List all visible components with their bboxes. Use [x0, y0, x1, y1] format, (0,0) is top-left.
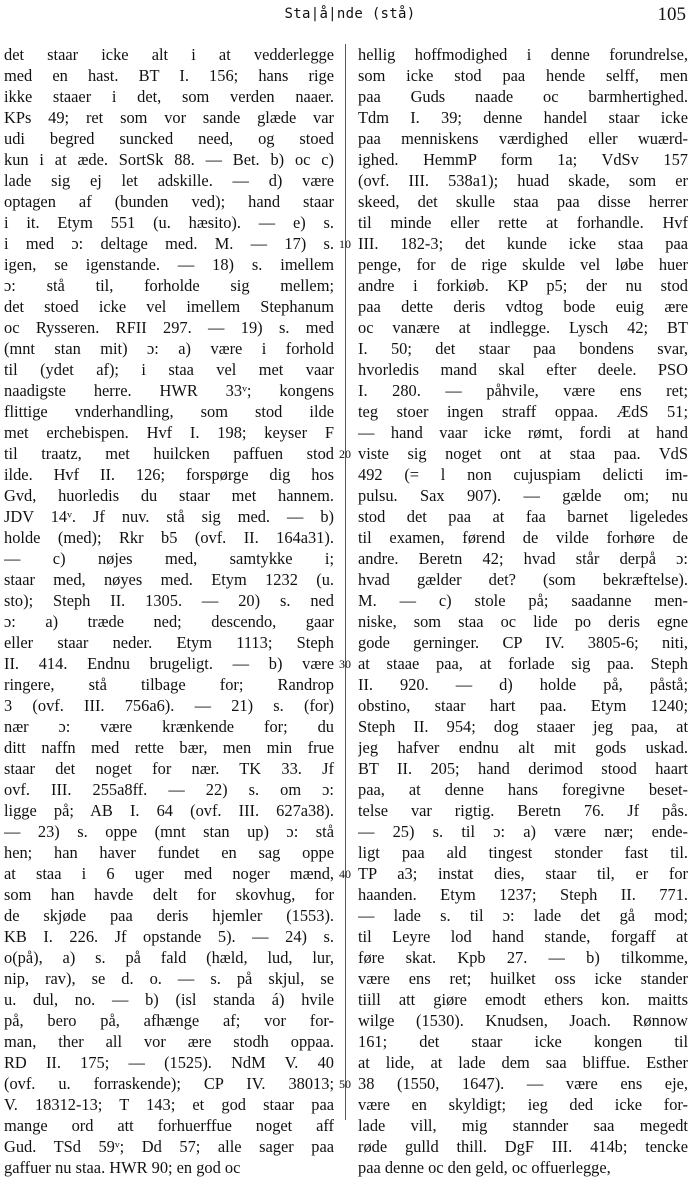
text-line: tiill att giøre emodt ethers kon. maitts [358, 990, 688, 1009]
text-line: penge, for de rige skulde vel løbe huer [358, 255, 688, 274]
text-line: hellig hoffmodighed i denne forundrelse, [358, 45, 688, 64]
text-line: 161; det staar icke kongen til [358, 1032, 688, 1051]
text-line: ighed. HemmP form 1a; VdSv 157 [358, 150, 688, 169]
line-number: 10 [339, 237, 351, 251]
column-divider [345, 44, 346, 1120]
page-header [0, 4, 700, 28]
left-column [4, 44, 334, 1178]
text-line: u. dul, no. — b) (isl standa á) hvile [4, 990, 334, 1009]
line-number: 40 [339, 867, 351, 881]
text-line: 3 (ovf. III. 756a6). — 21) s. (for) [4, 696, 334, 715]
text-line: teg stoer ingen straff oppaa. ÆdS 51; [358, 402, 688, 421]
text-line: obstino, staar hart paa. Etym 1240; [358, 696, 688, 715]
text-line: KB I. 226. Jf opstande 5). — 24) s. [4, 927, 334, 946]
text-line: Steph II. 954; dog staaer jeg paa, at [358, 717, 688, 736]
text-line: ringere, stå tilbage for; Randrop [4, 675, 334, 694]
text-line: — c) nøjes med, samtykke i; [4, 549, 334, 568]
text-line: BT II. 205; hand derimod stood haart [358, 759, 688, 778]
text-line: være ens ret; huilket oss icke stander [358, 969, 688, 988]
text-line: oc Rysseren. RFII 297. — 19) s. med [4, 318, 334, 337]
text-line: RD II. 175; — (1525). NdM V. 40 [4, 1053, 334, 1072]
text-line: ikke staaer i det, som verden naaer. [4, 87, 334, 106]
text-line: KPs 49; ret som vor sande glæde var [4, 108, 334, 127]
text-line: holde (med); Rkr b5 (ovf. II. 164a31). [4, 528, 334, 547]
line-number: 50 [339, 1077, 351, 1091]
text-line: jeg hafver endnu alt mit gods uskad. [358, 738, 688, 757]
text-line: o(på), a) s. på fald (hæld, lud, lur, [4, 948, 334, 967]
text-line: paa Guds naade oc barmhertighed. [358, 87, 688, 106]
text-line: Gud. TSd 59ᵛ; Dd 57; alle sager paa [4, 1137, 334, 1156]
text-line: niske, som staa oc lide po deris egne [358, 612, 688, 631]
text-line: (ovf. III. 538a1); huad skade, som er [358, 171, 688, 190]
text-line: paa denne oc den geld, oc offuerlegge, [358, 1158, 611, 1177]
text-line: hvorledis mand skal efter deele. PSO [358, 360, 688, 379]
text-line: med en hast. BT I. 156; hans rige [4, 66, 334, 85]
text-line: wilge (1530). Knudsen, Joach. Rønnow [358, 1011, 688, 1030]
text-line: — lade s. til ɔ: lade det gå mod; [358, 906, 688, 925]
text-line: det stoed icke vel imellem Stephanum [4, 297, 334, 316]
text-line: viste sig noget ont at staa paa. VdS [358, 444, 688, 463]
text-line: lade sig ej let adskille. — d) være [4, 171, 334, 190]
text-line: til (ydet af); i staa vel met vaar [4, 360, 334, 379]
text-line: ditt naffn med rette bær, men min frue [4, 738, 334, 757]
text-line: gode gerninger. CP IV. 3805-6; niti, [358, 633, 688, 652]
text-line: sto); Steph II. 1305. — 20) s. ned [4, 591, 334, 610]
right-column [358, 44, 688, 1178]
text-line: paa menniskens værdighed eller wuærd- [358, 129, 688, 148]
text-line: hvad gælder det? (som bekræftelse). [358, 570, 688, 589]
text-line: (ovf. u. forraskende); CP IV. 38013; [4, 1074, 334, 1093]
text-line: — 23) s. oppe (mnt stan up) ɔ: stå [4, 822, 334, 841]
line-number: 30 [339, 657, 351, 671]
text-line: V. 18312-13; T 143; et god staar paa [4, 1095, 334, 1114]
line-number: 20 [339, 447, 351, 461]
text-line: pulsu. Sax 907). — gælde om; nu [358, 486, 688, 505]
text-line: Tdm I. 39; denne handel staar icke [358, 108, 688, 127]
text-line: flittige vnderhandling, som stod ilde [4, 402, 334, 421]
text-line: stod det paa at faa barnet ligeledes [358, 507, 688, 526]
text-line: naadigste herre. HWR 33ᵛ; kongens [4, 381, 334, 400]
text-line: telse var rigtig. Beretn 76. Jf pås. [358, 801, 688, 820]
text-line: i it. Etym 551 (u. hæsito). — e) s. [4, 213, 334, 232]
text-line: M. — c) stole på; saadanne men- [358, 591, 688, 610]
text-line: de skjøde paa deris hjemler (1553). [4, 906, 334, 925]
text-line: ɔ: stå til, forholde sig mellem; [4, 276, 334, 295]
text-line: paa, at denne hans foregivne beset- [358, 780, 688, 799]
text-line: det staar icke alt i at vedderlegge [4, 45, 334, 64]
text-line: optagen af (bunden ved); hand staar [4, 192, 334, 211]
running-head: Sta|å|nde (stå) [284, 6, 416, 22]
text-line: JDV 14ᵛ. Jf nuv. stå sig med. — b) [4, 507, 334, 526]
text-line: haanden. Etym 1237; Steph II. 771. [358, 885, 688, 904]
text-line: andre. Beretn 42; hvad står derpå ɔ: [358, 549, 688, 568]
text-line: — hand vaar icke rømt, fordi at hand [358, 423, 688, 442]
text-line: ilde. Hvf II. 126; forspørge dig hos [4, 465, 334, 484]
text-line: mange ord att forhuerffue noget aff [4, 1116, 334, 1135]
text-line: at staa i 6 uger med noger mænd, [4, 864, 334, 883]
text-line: ovf. III. 255a8ff. — 22) s. om ɔ: [4, 780, 334, 799]
text-line: ligge på; AB I. 64 (ovf. III. 627a38). [4, 801, 334, 820]
text-line: staar det noget for nær. TK 33. Jf [4, 759, 334, 778]
text-line: skeed, det skulle staa paa disse herrer [358, 192, 688, 211]
text-line: ligt paa ald tingest stonder fast til. [358, 843, 688, 862]
text-line: i med ɔ: deltage med. M. — 17) s. [4, 234, 334, 253]
text-line: røde gulld thill. DgF III. 414b; tencke [358, 1137, 688, 1156]
text-line: Gvd, huorledis du staar met hannem. [4, 486, 334, 505]
text-line: — 25) s. til ɔ: a) være nær; ende- [358, 822, 688, 841]
text-line: andre i forkiøb. KP p5; der nu stod [358, 276, 688, 295]
text-line: til traatz, met huilcken paffuen stod [4, 444, 334, 463]
text-line: 38 (1550, 1647). — være ens eje, [358, 1074, 688, 1093]
text-line: I. 280. — påhvile, være ens ret; [358, 381, 688, 400]
text-line: lade vill, mig stannder saa megedt [358, 1116, 688, 1135]
text-line: igen, se igenstande. — 18) s. imellem [4, 255, 334, 274]
text-line: II. 414. Endnu brugeligt. — b) være [4, 654, 334, 673]
text-line: ɔ: a) træde ned; descendo, gaar [4, 612, 334, 631]
text-line: I. 50; det staar paa bondens svar, [358, 339, 688, 358]
text-line: føre skat. Kpb 27. — b) tilkomme, [358, 948, 688, 967]
text-line: 492 (= l non cujuspiam delicti im- [358, 465, 688, 484]
text-line: met erchebispen. Hvf I. 198; keyser F [4, 423, 334, 442]
text-line: II. 920. — d) holde på, påstå; [358, 675, 688, 694]
text-line: til examen, førend de vilde forhøre de [358, 528, 688, 547]
text-line: være en skyldigt; ieg ded icke for- [358, 1095, 688, 1114]
text-line: paa dette deris vdtog bode euig ære [358, 297, 688, 316]
text-line: at lide, at lade dem saa bliffue. Esther [358, 1053, 688, 1072]
page-number: 105 [657, 4, 686, 25]
text-line: til minde eller rette at forhandle. Hvf [358, 213, 688, 232]
text-line: kun i at æde. SortSk 88. — Bet. b) oc c) [4, 150, 334, 169]
text-line: på, bero på, afhænge af; vor for- [4, 1011, 334, 1030]
text-line: oc vanære at indlegge. Lysch 42; BT [358, 318, 688, 337]
text-line: hen; han haver fundet en sag oppe [4, 843, 334, 862]
text-line: nip, rav), se d. o. — s. på skjul, se [4, 969, 334, 988]
text-line: staar med, nøyes med. Etym 1232 (u. [4, 570, 334, 589]
text-line: til Leyre lod hand stande, forgaff at [358, 927, 688, 946]
text-line: som icke stod paa hende selff, men [358, 66, 688, 85]
text-line: gaffuer nu staa. HWR 90; en god oc [4, 1158, 241, 1177]
text-line: (mnt stan mit) ɔ: a) være i forhold [4, 339, 334, 358]
text-line: TP a3; instat dies, staar til, er for [358, 864, 688, 883]
text-line: man, ther all vor ære stodh oppaa. [4, 1032, 334, 1051]
text-line: III. 182-3; det kunde icke staa paa [358, 234, 688, 253]
text-line: nær ɔ: være krænkende for; du [4, 717, 334, 736]
text-line: som han havde delt for skovhug, for [4, 885, 334, 904]
text-line: at staae paa, at forlade sig paa. Steph [358, 654, 688, 673]
text-line: eller staar neder. Etym 1113; Steph [4, 633, 334, 652]
text-line: udi begred suncked need, og stoed [4, 129, 334, 148]
